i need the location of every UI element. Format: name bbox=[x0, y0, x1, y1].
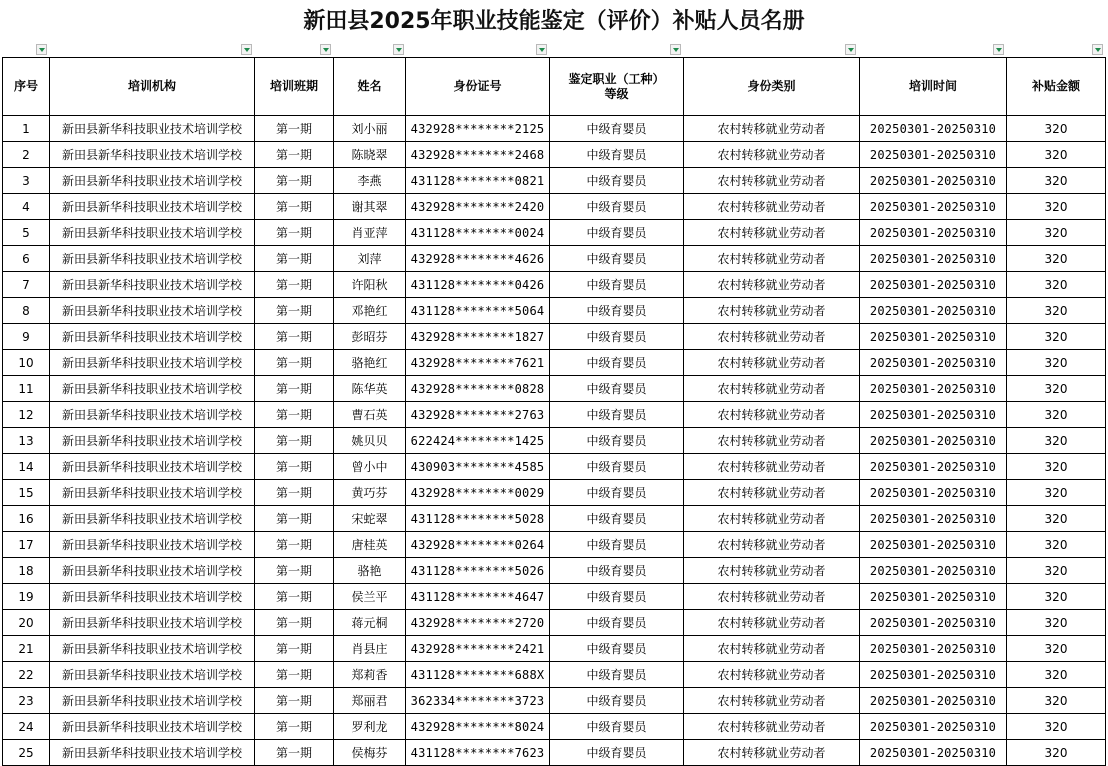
cell-name[interactable]: 陈晓翠 bbox=[334, 142, 406, 168]
cell-occupation-level[interactable]: 中级育婴员 bbox=[550, 272, 684, 298]
cell-index[interactable]: 10 bbox=[3, 350, 50, 376]
filter-dropdown-icon[interactable] bbox=[845, 44, 856, 55]
cell-index[interactable]: 11 bbox=[3, 376, 50, 402]
cell-subsidy-amount[interactable]: 320 bbox=[1007, 428, 1106, 454]
cell-institution[interactable]: 新田县新华科技职业技术培训学校 bbox=[50, 168, 255, 194]
cell-identity-type[interactable]: 农村转移就业劳动者 bbox=[684, 324, 860, 350]
cell-session[interactable]: 第一期 bbox=[255, 740, 334, 766]
cell-name[interactable]: 李燕 bbox=[334, 168, 406, 194]
cell-identity-type[interactable]: 农村转移就业劳动者 bbox=[684, 350, 860, 376]
cell-id-number[interactable]: 432928********7621 bbox=[406, 350, 550, 376]
cell-identity-type[interactable]: 农村转移就业劳动者 bbox=[684, 480, 860, 506]
cell-training-time[interactable]: 20250301-20250310 bbox=[860, 428, 1007, 454]
cell-id-number[interactable]: 431128********5028 bbox=[406, 506, 550, 532]
cell-occupation-level[interactable]: 中级育婴员 bbox=[550, 688, 684, 714]
col-header-index[interactable]: 序号 bbox=[3, 58, 50, 116]
cell-session[interactable]: 第一期 bbox=[255, 714, 334, 740]
cell-occupation-level[interactable]: 中级育婴员 bbox=[550, 246, 684, 272]
cell-institution[interactable]: 新田县新华科技职业技术培训学校 bbox=[50, 142, 255, 168]
cell-session[interactable]: 第一期 bbox=[255, 532, 334, 558]
cell-session[interactable]: 第一期 bbox=[255, 688, 334, 714]
cell-id-number[interactable]: 432928********2763 bbox=[406, 402, 550, 428]
cell-occupation-level[interactable]: 中级育婴员 bbox=[550, 428, 684, 454]
cell-institution[interactable]: 新田县新华科技职业技术培训学校 bbox=[50, 636, 255, 662]
cell-occupation-level[interactable]: 中级育婴员 bbox=[550, 740, 684, 766]
cell-index[interactable]: 24 bbox=[3, 714, 50, 740]
cell-id-number[interactable]: 432928********2720 bbox=[406, 610, 550, 636]
cell-occupation-level[interactable]: 中级育婴员 bbox=[550, 714, 684, 740]
cell-identity-type[interactable]: 农村转移就业劳动者 bbox=[684, 298, 860, 324]
cell-name[interactable]: 唐桂英 bbox=[334, 532, 406, 558]
cell-occupation-level[interactable]: 中级育婴员 bbox=[550, 584, 684, 610]
cell-name[interactable]: 邓艳红 bbox=[334, 298, 406, 324]
table-row[interactable] bbox=[3, 324, 1106, 350]
cell-index[interactable]: 16 bbox=[3, 506, 50, 532]
table-row[interactable] bbox=[3, 558, 1106, 584]
filter-dropdown-icon[interactable] bbox=[1092, 44, 1103, 55]
cell-occupation-level[interactable]: 中级育婴员 bbox=[550, 376, 684, 402]
cell-occupation-level[interactable]: 中级育婴员 bbox=[550, 636, 684, 662]
cell-session[interactable]: 第一期 bbox=[255, 376, 334, 402]
cell-name[interactable]: 曹石英 bbox=[334, 402, 406, 428]
cell-institution[interactable]: 新田县新华科技职业技术培训学校 bbox=[50, 454, 255, 480]
cell-id-number[interactable]: 431128********0024 bbox=[406, 220, 550, 246]
cell-occupation-level[interactable]: 中级育婴员 bbox=[550, 116, 684, 142]
cell-session[interactable]: 第一期 bbox=[255, 428, 334, 454]
cell-subsidy-amount[interactable]: 320 bbox=[1007, 506, 1106, 532]
cell-subsidy-amount[interactable]: 320 bbox=[1007, 688, 1106, 714]
cell-index[interactable]: 15 bbox=[3, 480, 50, 506]
cell-training-time[interactable]: 20250301-20250310 bbox=[860, 688, 1007, 714]
cell-subsidy-amount[interactable]: 320 bbox=[1007, 324, 1106, 350]
cell-subsidy-amount[interactable]: 320 bbox=[1007, 610, 1106, 636]
cell-identity-type[interactable]: 农村转移就业劳动者 bbox=[684, 532, 860, 558]
table-row[interactable] bbox=[3, 116, 1106, 142]
cell-session[interactable]: 第一期 bbox=[255, 324, 334, 350]
cell-training-time[interactable]: 20250301-20250310 bbox=[860, 168, 1007, 194]
cell-index[interactable]: 6 bbox=[3, 246, 50, 272]
table-row[interactable] bbox=[3, 376, 1106, 402]
cell-index[interactable]: 17 bbox=[3, 532, 50, 558]
cell-index[interactable]: 13 bbox=[3, 428, 50, 454]
table-row[interactable] bbox=[3, 688, 1106, 714]
cell-subsidy-amount[interactable]: 320 bbox=[1007, 376, 1106, 402]
cell-index[interactable]: 3 bbox=[3, 168, 50, 194]
cell-institution[interactable]: 新田县新华科技职业技术培训学校 bbox=[50, 480, 255, 506]
cell-id-number[interactable]: 431128********0426 bbox=[406, 272, 550, 298]
cell-subsidy-amount[interactable]: 320 bbox=[1007, 116, 1106, 142]
col-header-training-time[interactable]: 培训时间 bbox=[860, 58, 1007, 116]
cell-identity-type[interactable]: 农村转移就业劳动者 bbox=[684, 740, 860, 766]
cell-name[interactable]: 谢其翠 bbox=[334, 194, 406, 220]
cell-index[interactable]: 9 bbox=[3, 324, 50, 350]
cell-training-time[interactable]: 20250301-20250310 bbox=[860, 610, 1007, 636]
table-row[interactable] bbox=[3, 610, 1106, 636]
cell-session[interactable]: 第一期 bbox=[255, 272, 334, 298]
cell-institution[interactable]: 新田县新华科技职业技术培训学校 bbox=[50, 740, 255, 766]
cell-index[interactable]: 20 bbox=[3, 610, 50, 636]
cell-subsidy-amount[interactable]: 320 bbox=[1007, 168, 1106, 194]
cell-name[interactable]: 宋蛇翠 bbox=[334, 506, 406, 532]
cell-occupation-level[interactable]: 中级育婴员 bbox=[550, 506, 684, 532]
cell-subsidy-amount[interactable]: 320 bbox=[1007, 298, 1106, 324]
cell-institution[interactable]: 新田县新华科技职业技术培训学校 bbox=[50, 584, 255, 610]
cell-index[interactable]: 22 bbox=[3, 662, 50, 688]
cell-subsidy-amount[interactable]: 320 bbox=[1007, 714, 1106, 740]
col-header-name[interactable]: 姓名 bbox=[334, 58, 406, 116]
table-row[interactable] bbox=[3, 272, 1106, 298]
cell-index[interactable]: 23 bbox=[3, 688, 50, 714]
cell-institution[interactable]: 新田县新华科技职业技术培训学校 bbox=[50, 428, 255, 454]
table-row[interactable] bbox=[3, 194, 1106, 220]
cell-occupation-level[interactable]: 中级育婴员 bbox=[550, 168, 684, 194]
cell-occupation-level[interactable]: 中级育婴员 bbox=[550, 610, 684, 636]
cell-session[interactable]: 第一期 bbox=[255, 506, 334, 532]
cell-session[interactable]: 第一期 bbox=[255, 402, 334, 428]
cell-session[interactable]: 第一期 bbox=[255, 220, 334, 246]
cell-index[interactable]: 4 bbox=[3, 194, 50, 220]
sheet-title: 新田县2025年职业技能鉴定（评价）补贴人员名册 bbox=[303, 9, 805, 34]
cell-occupation-level[interactable]: 中级育婴员 bbox=[550, 532, 684, 558]
cell-identity-type[interactable]: 农村转移就业劳动者 bbox=[684, 220, 860, 246]
table-row[interactable] bbox=[3, 636, 1106, 662]
cell-name[interactable]: 肖亚萍 bbox=[334, 220, 406, 246]
cell-identity-type[interactable]: 农村转移就业劳动者 bbox=[684, 558, 860, 584]
cell-session[interactable]: 第一期 bbox=[255, 194, 334, 220]
cell-identity-type[interactable]: 农村转移就业劳动者 bbox=[684, 636, 860, 662]
cell-session[interactable]: 第一期 bbox=[255, 662, 334, 688]
cell-name[interactable]: 姚贝贝 bbox=[334, 428, 406, 454]
cell-institution[interactable]: 新田县新华科技职业技术培训学校 bbox=[50, 350, 255, 376]
cell-name[interactable]: 侯兰平 bbox=[334, 584, 406, 610]
filter-dropdown-icon[interactable] bbox=[320, 44, 331, 55]
cell-identity-type[interactable]: 农村转移就业劳动者 bbox=[684, 454, 860, 480]
cell-training-time[interactable]: 20250301-20250310 bbox=[860, 662, 1007, 688]
cell-id-number[interactable]: 432928********0264 bbox=[406, 532, 550, 558]
cell-name[interactable]: 侯梅芬 bbox=[334, 740, 406, 766]
cell-name[interactable]: 蒋元桐 bbox=[334, 610, 406, 636]
cell-name[interactable]: 肖县庄 bbox=[334, 636, 406, 662]
cell-occupation-level[interactable]: 中级育婴员 bbox=[550, 298, 684, 324]
cell-session[interactable]: 第一期 bbox=[255, 558, 334, 584]
cell-institution[interactable]: 新田县新华科技职业技术培训学校 bbox=[50, 246, 255, 272]
cell-training-time[interactable]: 20250301-20250310 bbox=[860, 324, 1007, 350]
cell-identity-type[interactable]: 农村转移就业劳动者 bbox=[684, 506, 860, 532]
cell-institution[interactable]: 新田县新华科技职业技术培训学校 bbox=[50, 298, 255, 324]
cell-occupation-level[interactable]: 中级育婴员 bbox=[550, 142, 684, 168]
cell-training-time[interactable]: 20250301-20250310 bbox=[860, 350, 1007, 376]
cell-institution[interactable]: 新田县新华科技职业技术培训学校 bbox=[50, 532, 255, 558]
cell-occupation-level[interactable]: 中级育婴员 bbox=[550, 350, 684, 376]
cell-occupation-level[interactable]: 中级育婴员 bbox=[550, 220, 684, 246]
cell-id-number[interactable]: 431128********7623 bbox=[406, 740, 550, 766]
cell-id-number[interactable]: 432928********2125 bbox=[406, 116, 550, 142]
cell-subsidy-amount[interactable]: 320 bbox=[1007, 480, 1106, 506]
col-header-institution[interactable]: 培训机构 bbox=[50, 58, 255, 116]
cell-subsidy-amount[interactable]: 320 bbox=[1007, 220, 1106, 246]
cell-name[interactable]: 骆艳红 bbox=[334, 350, 406, 376]
table-row[interactable] bbox=[3, 480, 1106, 506]
cell-name[interactable]: 刘小丽 bbox=[334, 116, 406, 142]
cell-subsidy-amount[interactable]: 320 bbox=[1007, 662, 1106, 688]
cell-institution[interactable]: 新田县新华科技职业技术培训学校 bbox=[50, 194, 255, 220]
cell-identity-type[interactable]: 农村转移就业劳动者 bbox=[684, 142, 860, 168]
cell-training-time[interactable]: 20250301-20250310 bbox=[860, 376, 1007, 402]
header-row bbox=[3, 58, 1106, 116]
cell-id-number[interactable]: 432928********2420 bbox=[406, 194, 550, 220]
cell-name[interactable]: 罗利龙 bbox=[334, 714, 406, 740]
cell-id-number[interactable]: 362334********3723 bbox=[406, 688, 550, 714]
cell-name[interactable]: 陈华英 bbox=[334, 376, 406, 402]
cell-name[interactable]: 郑莉香 bbox=[334, 662, 406, 688]
cell-id-number[interactable]: 432928********2468 bbox=[406, 142, 550, 168]
cell-occupation-level[interactable]: 中级育婴员 bbox=[550, 194, 684, 220]
cell-name[interactable]: 黄巧芬 bbox=[334, 480, 406, 506]
col-header-identity-type[interactable]: 身份类别 bbox=[684, 58, 860, 116]
table-row[interactable] bbox=[3, 714, 1106, 740]
filter-bar bbox=[0, 44, 1108, 57]
cell-occupation-level[interactable]: 中级育婴员 bbox=[550, 402, 684, 428]
cell-institution[interactable]: 新田县新华科技职业技术培训学校 bbox=[50, 272, 255, 298]
cell-training-time[interactable]: 20250301-20250310 bbox=[860, 194, 1007, 220]
filter-dropdown-icon[interactable] bbox=[670, 44, 681, 55]
cell-subsidy-amount[interactable]: 320 bbox=[1007, 272, 1106, 298]
cell-session[interactable]: 第一期 bbox=[255, 584, 334, 610]
cell-training-time[interactable]: 20250301-20250310 bbox=[860, 480, 1007, 506]
cell-id-number[interactable]: 431128********5064 bbox=[406, 298, 550, 324]
table-row[interactable] bbox=[3, 662, 1106, 688]
cell-index[interactable]: 21 bbox=[3, 636, 50, 662]
cell-occupation-level[interactable]: 中级育婴员 bbox=[550, 324, 684, 350]
cell-subsidy-amount[interactable]: 320 bbox=[1007, 142, 1106, 168]
cell-index[interactable]: 12 bbox=[3, 402, 50, 428]
cell-occupation-level[interactable]: 中级育婴员 bbox=[550, 454, 684, 480]
cell-identity-type[interactable]: 农村转移就业劳动者 bbox=[684, 688, 860, 714]
cell-occupation-level[interactable]: 中级育婴员 bbox=[550, 480, 684, 506]
cell-training-time[interactable]: 20250301-20250310 bbox=[860, 246, 1007, 272]
table-row[interactable] bbox=[3, 142, 1106, 168]
filter-dropdown-icon[interactable] bbox=[241, 44, 252, 55]
filter-dropdown-icon[interactable] bbox=[993, 44, 1004, 55]
col-header-occupation-level[interactable]: 鉴定职业（工种）等级 bbox=[550, 58, 684, 116]
cell-id-number[interactable]: 432928********1827 bbox=[406, 324, 550, 350]
cell-identity-type[interactable]: 农村转移就业劳动者 bbox=[684, 194, 860, 220]
cell-subsidy-amount[interactable]: 320 bbox=[1007, 194, 1106, 220]
cell-institution[interactable]: 新田县新华科技职业技术培训学校 bbox=[50, 324, 255, 350]
cell-identity-type[interactable]: 农村转移就业劳动者 bbox=[684, 428, 860, 454]
cell-session[interactable]: 第一期 bbox=[255, 454, 334, 480]
cell-id-number[interactable]: 432928********8024 bbox=[406, 714, 550, 740]
cell-identity-type[interactable]: 农村转移就业劳动者 bbox=[684, 662, 860, 688]
cell-id-number[interactable]: 432928********2421 bbox=[406, 636, 550, 662]
cell-subsidy-amount[interactable]: 320 bbox=[1007, 350, 1106, 376]
cell-index[interactable]: 8 bbox=[3, 298, 50, 324]
cell-identity-type[interactable]: 农村转移就业劳动者 bbox=[684, 376, 860, 402]
cell-session[interactable]: 第一期 bbox=[255, 116, 334, 142]
filter-dropdown-icon[interactable] bbox=[393, 44, 404, 55]
cell-id-number[interactable]: 431128********0821 bbox=[406, 168, 550, 194]
cell-session[interactable]: 第一期 bbox=[255, 350, 334, 376]
cell-index[interactable]: 25 bbox=[3, 740, 50, 766]
cell-id-number[interactable]: 431128********4647 bbox=[406, 584, 550, 610]
cell-institution[interactable]: 新田县新华科技职业技术培训学校 bbox=[50, 662, 255, 688]
cell-name[interactable]: 骆艳 bbox=[334, 558, 406, 584]
cell-training-time[interactable]: 20250301-20250310 bbox=[860, 116, 1007, 142]
cell-id-number[interactable]: 431128********5026 bbox=[406, 558, 550, 584]
cell-identity-type[interactable]: 农村转移就业劳动者 bbox=[684, 584, 860, 610]
table-row[interactable] bbox=[3, 506, 1106, 532]
col-header-subsidy-amount[interactable]: 补贴金额 bbox=[1007, 58, 1106, 116]
cell-training-time[interactable]: 20250301-20250310 bbox=[860, 402, 1007, 428]
cell-institution[interactable]: 新田县新华科技职业技术培训学校 bbox=[50, 506, 255, 532]
cell-identity-type[interactable]: 农村转移就业劳动者 bbox=[684, 402, 860, 428]
cell-institution[interactable]: 新田县新华科技职业技术培训学校 bbox=[50, 376, 255, 402]
table-row[interactable] bbox=[3, 350, 1106, 376]
cell-id-number[interactable]: 431128********688X bbox=[406, 662, 550, 688]
cell-session[interactable]: 第一期 bbox=[255, 246, 334, 272]
cell-occupation-level[interactable]: 中级育婴员 bbox=[550, 558, 684, 584]
cell-training-time[interactable]: 20250301-20250310 bbox=[860, 272, 1007, 298]
cell-institution[interactable]: 新田县新华科技职业技术培训学校 bbox=[50, 220, 255, 246]
table-row[interactable] bbox=[3, 740, 1106, 766]
cell-session[interactable]: 第一期 bbox=[255, 636, 334, 662]
cell-training-time[interactable]: 20250301-20250310 bbox=[860, 558, 1007, 584]
cell-training-time[interactable]: 20250301-20250310 bbox=[860, 142, 1007, 168]
cell-session[interactable]: 第一期 bbox=[255, 168, 334, 194]
cell-subsidy-amount[interactable]: 320 bbox=[1007, 402, 1106, 428]
table-row[interactable] bbox=[3, 298, 1106, 324]
cell-index[interactable]: 18 bbox=[3, 558, 50, 584]
cell-training-time[interactable]: 20250301-20250310 bbox=[860, 454, 1007, 480]
filter-dropdown-icon[interactable] bbox=[536, 44, 547, 55]
cell-identity-type[interactable]: 农村转移就业劳动者 bbox=[684, 168, 860, 194]
cell-institution[interactable]: 新田县新华科技职业技术培训学校 bbox=[50, 558, 255, 584]
cell-subsidy-amount[interactable]: 320 bbox=[1007, 584, 1106, 610]
col-header-session[interactable]: 培训班期 bbox=[255, 58, 334, 116]
cell-name[interactable]: 曾小中 bbox=[334, 454, 406, 480]
cell-training-time[interactable]: 20250301-20250310 bbox=[860, 298, 1007, 324]
cell-index[interactable]: 5 bbox=[3, 220, 50, 246]
cell-index[interactable]: 2 bbox=[3, 142, 50, 168]
cell-identity-type[interactable]: 农村转移就业劳动者 bbox=[684, 116, 860, 142]
col-header-id-number[interactable]: 身份证号 bbox=[406, 58, 550, 116]
cell-identity-type[interactable]: 农村转移就业劳动者 bbox=[684, 272, 860, 298]
cell-training-time[interactable]: 20250301-20250310 bbox=[860, 636, 1007, 662]
cell-training-time[interactable]: 20250301-20250310 bbox=[860, 740, 1007, 766]
subsidy-roster-table bbox=[2, 57, 1106, 766]
table-row[interactable] bbox=[3, 584, 1106, 610]
cell-id-number[interactable]: 432928********0828 bbox=[406, 376, 550, 402]
cell-identity-type[interactable]: 农村转移就业劳动者 bbox=[684, 714, 860, 740]
cell-session[interactable]: 第一期 bbox=[255, 142, 334, 168]
cell-identity-type[interactable]: 农村转移就业劳动者 bbox=[684, 246, 860, 272]
table-row[interactable] bbox=[3, 220, 1106, 246]
cell-name[interactable]: 许阳秋 bbox=[334, 272, 406, 298]
cell-index[interactable]: 19 bbox=[3, 584, 50, 610]
cell-name[interactable]: 郑丽君 bbox=[334, 688, 406, 714]
cell-training-time[interactable]: 20250301-20250310 bbox=[860, 584, 1007, 610]
cell-id-number[interactable]: 430903********4585 bbox=[406, 454, 550, 480]
cell-subsidy-amount[interactable]: 320 bbox=[1007, 246, 1106, 272]
cell-subsidy-amount[interactable]: 320 bbox=[1007, 636, 1106, 662]
cell-institution[interactable]: 新田县新华科技职业技术培训学校 bbox=[50, 714, 255, 740]
table-row[interactable] bbox=[3, 532, 1106, 558]
table-row[interactable] bbox=[3, 402, 1106, 428]
cell-subsidy-amount[interactable]: 320 bbox=[1007, 740, 1106, 766]
cell-index[interactable]: 7 bbox=[3, 272, 50, 298]
cell-occupation-level[interactable]: 中级育婴员 bbox=[550, 662, 684, 688]
cell-session[interactable]: 第一期 bbox=[255, 610, 334, 636]
cell-subsidy-amount[interactable]: 320 bbox=[1007, 454, 1106, 480]
cell-training-time[interactable]: 20250301-20250310 bbox=[860, 506, 1007, 532]
cell-identity-type[interactable]: 农村转移就业劳动者 bbox=[684, 610, 860, 636]
cell-name[interactable]: 刘萍 bbox=[334, 246, 406, 272]
cell-institution[interactable]: 新田县新华科技职业技术培训学校 bbox=[50, 402, 255, 428]
cell-institution[interactable]: 新田县新华科技职业技术培训学校 bbox=[50, 610, 255, 636]
cell-subsidy-amount[interactable]: 320 bbox=[1007, 532, 1106, 558]
cell-index[interactable]: 1 bbox=[3, 116, 50, 142]
cell-training-time[interactable]: 20250301-20250310 bbox=[860, 532, 1007, 558]
cell-institution[interactable]: 新田县新华科技职业技术培训学校 bbox=[50, 688, 255, 714]
table-row[interactable] bbox=[3, 454, 1106, 480]
cell-index[interactable]: 14 bbox=[3, 454, 50, 480]
table-row[interactable] bbox=[3, 246, 1106, 272]
cell-training-time[interactable]: 20250301-20250310 bbox=[860, 714, 1007, 740]
cell-name[interactable]: 彭昭芬 bbox=[334, 324, 406, 350]
cell-subsidy-amount[interactable]: 320 bbox=[1007, 558, 1106, 584]
cell-institution[interactable]: 新田县新华科技职业技术培训学校 bbox=[50, 116, 255, 142]
filter-dropdown-icon[interactable] bbox=[36, 44, 47, 55]
cell-id-number[interactable]: 432928********4626 bbox=[406, 246, 550, 272]
cell-training-time[interactable]: 20250301-20250310 bbox=[860, 220, 1007, 246]
cell-session[interactable]: 第一期 bbox=[255, 480, 334, 506]
cell-id-number[interactable]: 622424********1425 bbox=[406, 428, 550, 454]
cell-id-number[interactable]: 432928********0029 bbox=[406, 480, 550, 506]
cell-session[interactable]: 第一期 bbox=[255, 298, 334, 324]
table-row[interactable] bbox=[3, 168, 1106, 194]
table-row[interactable] bbox=[3, 428, 1106, 454]
